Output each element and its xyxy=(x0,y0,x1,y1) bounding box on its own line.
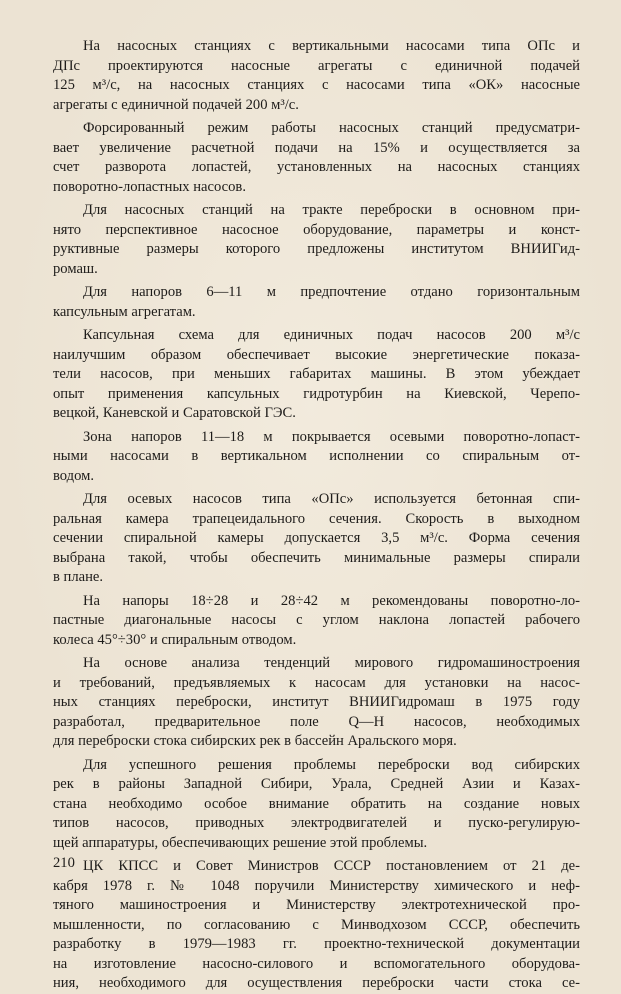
text-line: счет разворота лопастей, установленных на насосных станциях xyxy=(53,159,580,175)
paragraph xyxy=(53,428,580,487)
text-line: ромаш. xyxy=(53,260,98,277)
text-line: выбрана такой, чтобы обеспечить минимальные размеры спирали xyxy=(53,549,580,566)
text-line: нято перспективное насосное оборудование, параметры и конст- xyxy=(53,221,580,238)
text-line: На основе анализа тенденций мирового гидромашиностроения xyxy=(83,655,580,671)
paragraph xyxy=(53,201,580,279)
text-line: мышленности, по согласованию с Минводхозом СССР, обеспечить xyxy=(53,916,580,933)
text-line: для переброски стока сибирских рек в бассейн Аральского моря. xyxy=(53,733,457,749)
text-line: На насосных станциях с вертикальными насосами типа ОПс и xyxy=(83,38,580,54)
text-line: пастные диагональные насосы с углом наклона лопастей рабочего xyxy=(53,612,580,628)
text-line: Капсульная схема для единичных подач насосов 200 м³/с xyxy=(83,327,580,343)
text-line: разработку в 1979—1983 гг. проектно-технической документации xyxy=(53,936,580,952)
text-line: ных станциях переброски, институт ВНИИГидромаш в 1975 году xyxy=(53,694,580,710)
text-line: водом. xyxy=(53,467,94,484)
text-line: Для успешного решения проблемы переброски вод сибирских xyxy=(83,756,580,773)
text-line: тяного машиностроения и Министерству электротехнической про- xyxy=(53,897,580,913)
page-body-text xyxy=(53,37,580,994)
text-line: вецкой, Каневской и Саратовской ГЭС. xyxy=(53,405,296,421)
text-line: ральная камера трапецеидального сечения. Скорость в выходном xyxy=(53,510,580,527)
text-line: капсульным агрегатам. xyxy=(53,303,196,320)
text-line: колеса 45°÷30° и спиральным отводом. xyxy=(53,631,297,648)
paragraph xyxy=(53,592,580,651)
paragraph xyxy=(53,283,580,322)
text-line: стана необходимо особое внимание обратить на создание новых xyxy=(53,795,580,812)
text-line: ДПс проектируются насосные агрегаты с единичной подачей xyxy=(53,57,580,74)
paragraph xyxy=(53,490,580,588)
text-line: типов насосов, приводных электродвигателей и пуско-регулирую- xyxy=(53,815,580,831)
text-line: Для насосных станций на тракте переброски в основном при- xyxy=(83,202,580,218)
text-line: в плане. xyxy=(53,569,104,585)
text-line: и требований, предъявляемых к насосам для установки на насос- xyxy=(53,674,580,691)
text-line: разработал, предварительное поле Q—H насосов, необходимых xyxy=(53,713,580,730)
paragraph xyxy=(53,119,580,197)
text-line: ЦК КПСС и Совет Министров СССР постановлением от 21 де- xyxy=(83,858,580,874)
text-line: поворотно-лопастных насосов. xyxy=(53,178,246,195)
paragraph xyxy=(53,654,580,752)
text-line: сечении спиральной камеры допускается 3,5 м³/с. Форма сечения xyxy=(53,530,580,546)
text-line: рек в районы Западной Сибири, Урала, Средней Азии и Казах- xyxy=(53,776,580,792)
text-line: Зона напоров 11—18 м покрывается осевыми поворотно-лопаст- xyxy=(83,428,580,445)
text-line: агрегаты с единичной подачей 200 м³/с. xyxy=(53,96,299,113)
text-line: на изготовление насосно-силового и вспомогательного оборудова- xyxy=(53,955,580,972)
text-line: вает увеличение расчетной подачи на 15% и осуществляется за xyxy=(53,139,580,156)
text-line: кабря 1978 г. № 1048 поручили Министерству химического и неф- xyxy=(53,877,580,894)
text-line: На напоры 18÷28 и 28÷42 м рекомендованы поворотно-ло- xyxy=(83,592,580,609)
text-line: тели насосов, при меньших габаритах машины. В этом убеждает xyxy=(53,366,580,382)
text-line: Форсированный режим работы насосных станций предусматри- xyxy=(83,120,580,136)
text-line: Для осевых насосов типа «ОПс» используется бетонная спи- xyxy=(83,491,580,507)
text-line: ными насосами в вертикальном исполнении со спиральным от- xyxy=(53,448,580,464)
text-line: ния, необходимого для осуществления переброски части стока се- xyxy=(53,975,580,991)
text-line: опыт применения капсульных гидротурбин на Киевской, Черепо- xyxy=(53,385,580,402)
paragraph xyxy=(53,756,580,854)
paragraph xyxy=(53,857,580,994)
text-line: наилучшим образом обеспечивает высокие энергетические показа- xyxy=(53,346,580,363)
paragraph xyxy=(53,326,580,424)
text-line: Для напоров 6—11 м предпочтение отдано горизонтальным xyxy=(83,284,580,300)
text-line: руктивные размеры которого предложены институтом ВНИИГид- xyxy=(53,241,580,257)
text-line: 125 м³/с, на насосных станциях с насосами типа «ОК» насосные xyxy=(53,77,580,93)
text-line: щей аппаратуры, обеспечивающих решение этой проблемы. xyxy=(53,834,428,851)
page-number: 210 xyxy=(53,855,75,871)
paragraph xyxy=(53,37,580,115)
